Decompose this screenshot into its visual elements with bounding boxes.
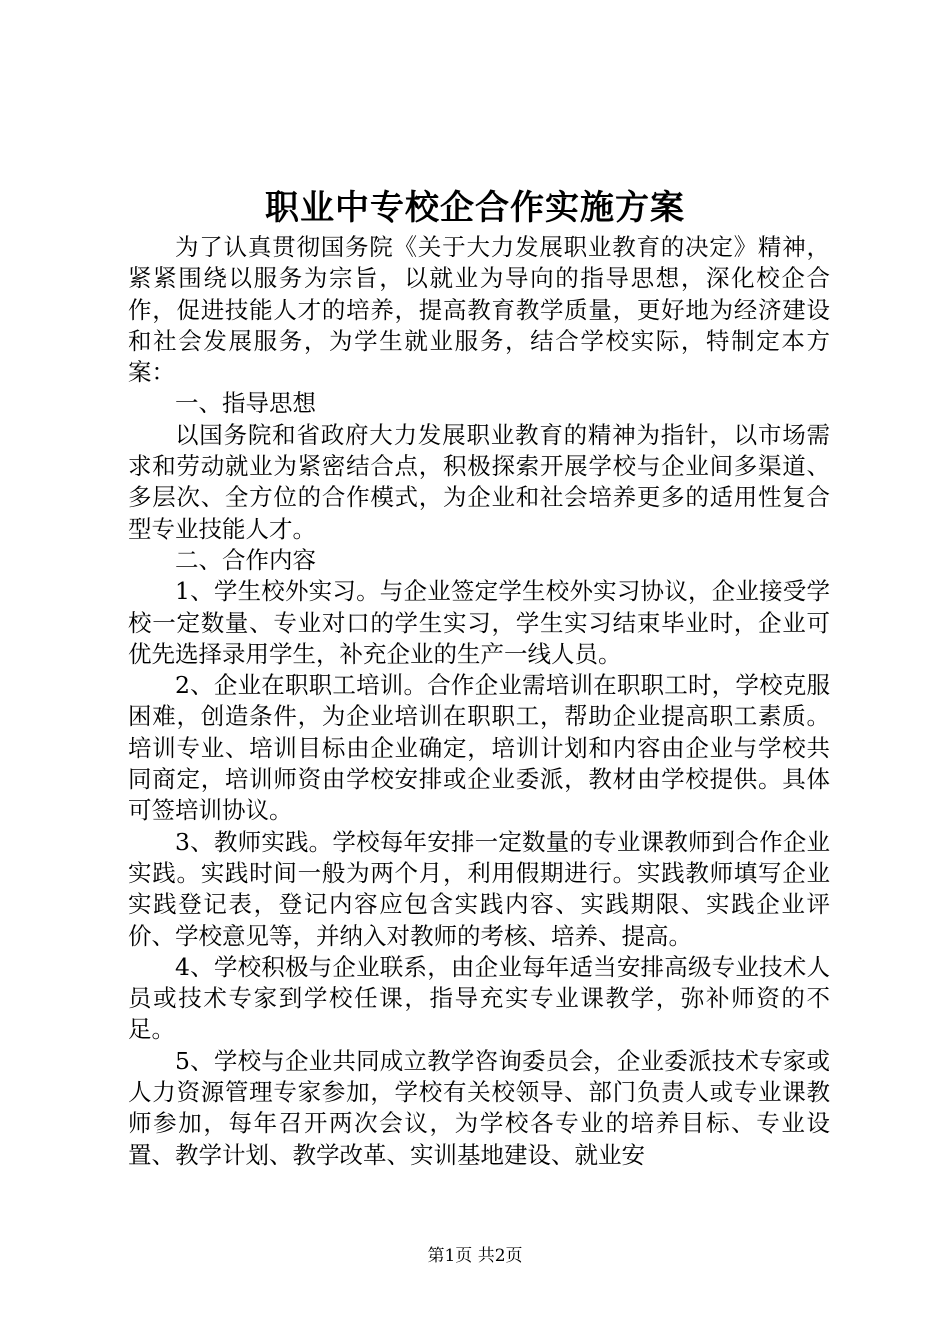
page-number-footer: 第1页 共2页: [427, 1246, 523, 1266]
cooperation-item-3: 3、教师实践。学校每年安排一定数量的专业课教师到合作企业实践。实践时间一般为两个月，利用假期进行。实践教师填写企业实践登记表，登记内容应包含实践内容、实践期限、实践企业评价、学校意见等，并纳入对教师的考核、培养、提高。: [128, 827, 830, 950]
guiding-ideology-paragraph: 以国务院和省政府大力发展职业教育的精神为指针，以市场需求和劳动就业为紧密结合点，积极探索开展学校与企业间多渠道、多层次、全方位的合作模式，为企业和社会培养更多的适用性复合型专业技能人才。: [128, 420, 830, 543]
document-body: [128, 232, 830, 1171]
section-heading-guiding-ideology: 一、指导思想: [175, 389, 316, 418]
cooperation-item-5: 5、学校与企业共同成立教学咨询委员会，企业委派技术专家或人力资源管理专家参加，学校有关校领导、部门负责人或专业课教师参加，每年召开两次会议，为学校各专业的培养目标、专业设置、教学计划、教学改革、实训基地建设、就业安: [128, 1046, 830, 1169]
intro-paragraph: 为了认真贯彻国务院《关于大力发展职业教育的决定》精神，紧紧围绕以服务为宗旨，以就业为导向的指导思想，深化校企合作，促进技能人才的培养，提高教育教学质量，更好地为经济建设和社会发展服务，为学生就业服务，结合学校实际，特制定本方案：: [128, 233, 830, 387]
cooperation-item-2: 2、企业在职职工培训。合作企业需培训在职职工时，学校克服困难，创造条件，为企业培训在职职工，帮助企业提高职工素质。培训专业、培训目标由企业确定，培训计划和内容由企业与学校共同商定，培训师资由学校安排或企业委派，教材由学校提供。具体可签培训协议。: [128, 671, 830, 825]
cooperation-item-1: 1、学生校外实习。与企业签定学生校外实习协议，企业接受学校一定数量、专业对口的学生实习，学生实习结束毕业时，企业可优先选择录用学生，补充企业的生产一线人员。: [128, 577, 830, 668]
document-title: 职业中专校企合作实施方案: [265, 188, 685, 228]
cooperation-item-4: 4、学校积极与企业联系，由企业每年适当安排高级专业技术人员或技术专家到学校任课，指导充实专业课教学，弥补师资的不足。: [128, 952, 830, 1044]
section-heading-cooperation-content: 二、合作内容: [175, 545, 316, 574]
